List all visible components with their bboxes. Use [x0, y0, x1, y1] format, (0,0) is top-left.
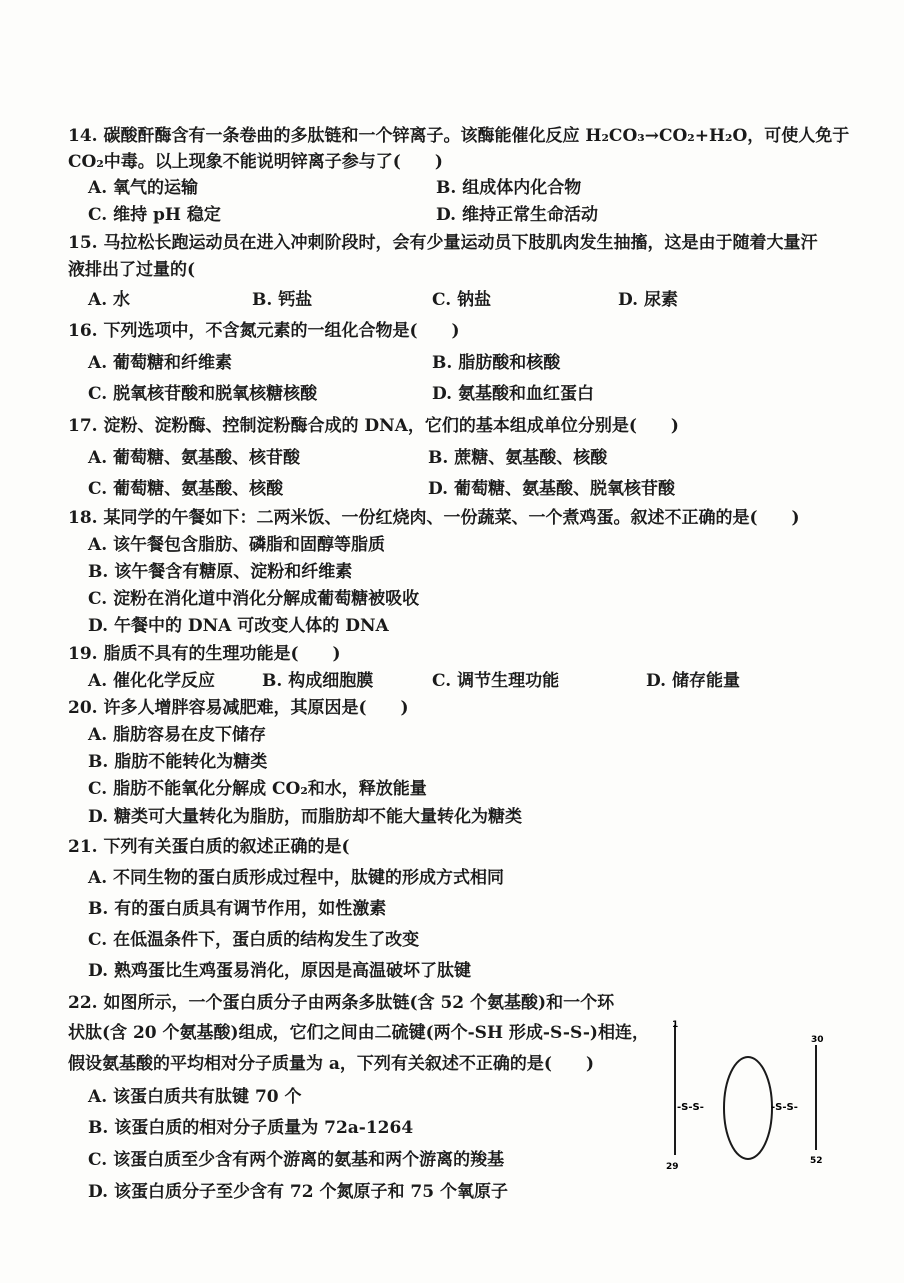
q22-option-c: C. 该蛋白质至少含有两个游离的氨基和两个游离的羧基	[88, 1150, 505, 1170]
q19-stem: 19. 脂质不具有的生理功能是( )	[68, 644, 341, 664]
q20-option-a: A. 脂肪容易在皮下储存	[88, 725, 267, 745]
q18-stem: 18. 某同学的午餐如下：二两米饭、一份红烧肉、一份蔬菜、一个煮鸡蛋。叙述不正确的是( )	[68, 508, 800, 528]
q20-option-b: B. 脂肪不能转化为糖类	[88, 752, 268, 772]
q17-option-c: C. 葡萄糖、氨基酸、核酸	[88, 479, 284, 499]
q21-option-d: D. 熟鸡蛋比生鸡蛋易消化，原因是高温破坏了肽键	[88, 961, 471, 981]
right-disulfide-bond: -S-S-	[771, 1102, 798, 1113]
q15-option-d: D. 尿素	[618, 290, 678, 310]
q19-option-c: C. 调节生理功能	[432, 671, 560, 691]
q14-stem-line2: CO₂中毒。以上现象不能说明锌离子参与了( )	[68, 152, 443, 172]
q17-option-b: B. 蔗糖、氨基酸、核酸	[428, 448, 608, 468]
q14-option-b: B. 组成体内化合物	[436, 178, 582, 198]
q20-stem: 20. 许多人增胖容易减肥难，其原因是( )	[68, 698, 409, 718]
q18-option-c: C. 淀粉在消化道中消化分解成葡萄糖被吸收	[88, 589, 420, 609]
q14-option-d: D. 维持正常生命活动	[436, 205, 598, 225]
q19-option-b: B. 构成细胞膜	[262, 671, 374, 691]
q15-stem-line1: 15. 马拉松长跑运动员在进入冲刺阶段时，会有少量运动员下肢肌肉发生抽搐，这是由于随着大量汗	[68, 233, 818, 253]
q22-stem-line1: 22. 如图所示，一个蛋白质分子由两条多肽链(含 52 个氨基酸)和一个环	[68, 993, 615, 1013]
q16-option-b: B. 脂肪酸和核酸	[432, 353, 561, 373]
q16-stem: 16. 下列选项中，不含氮元素的一组化合物是( )	[68, 321, 460, 341]
q17-option-d: D. 葡萄糖、氨基酸、脱氧核苷酸	[428, 479, 675, 499]
left-disulfide-bond: -S-S-	[677, 1102, 704, 1113]
q14-option-c: C. 维持 pH 稳定	[88, 205, 221, 225]
q21-option-a: A. 不同生物的蛋白质形成过程中，肽键的形成方式相同	[88, 868, 505, 888]
q16-option-d: D. 氨基酸和血红蛋白	[432, 384, 594, 404]
q15-option-b: B. 钙盐	[252, 290, 313, 310]
q22-option-b: B. 该蛋白质的相对分子质量为 72a-1264	[88, 1118, 414, 1138]
q22-stem-line2: 状肽(含 20 个氨基酸)组成，它们之间由二硫键(两个-SH 形成-S-S-)相连，	[68, 1023, 649, 1043]
q21-option-b: B. 有的蛋白质具有调节作用，如性激素	[88, 899, 387, 919]
q15-option-c: C. 钠盐	[432, 290, 492, 310]
q19-option-a: A. 催化化学反应	[88, 671, 216, 691]
q20-option-c: C. 脂肪不能氧化分解成 CO₂和水，释放能量	[88, 779, 427, 799]
cyclic-peptide-ring	[724, 1057, 772, 1159]
q16-option-c: C. 脱氧核苷酸和脱氧核糖核酸	[88, 384, 318, 404]
chain-label-bottom-right: 52	[810, 1156, 823, 1166]
q14-stem-line1: 14. 碳酸酐酶含有一条卷曲的多肽链和一个锌离子。该酶能催化反应 H₂CO₃→CO₂+H₂O，可使人免于	[68, 126, 850, 146]
q17-option-a: A. 葡萄糖、氨基酸、核苷酸	[88, 448, 301, 468]
chain-label-top-left: 1	[672, 1020, 679, 1030]
q15-option-a: A. 水	[88, 290, 131, 310]
q21-stem: 21. 下列有关蛋白质的叙述正确的是(	[68, 837, 350, 857]
q18-option-d: D. 午餐中的 DNA 可改变人体的 DNA	[88, 616, 389, 636]
q22-option-d: D. 该蛋白质分子至少含有 72 个氮原子和 75 个氧原子	[88, 1182, 508, 1202]
q20-option-d: D. 糖类可大量转化为脂肪，而脂肪却不能大量转化为糖类	[88, 807, 522, 827]
q16-option-a: A. 葡萄糖和纤维素	[88, 353, 233, 373]
chain-label-bottom-left: 29	[666, 1162, 679, 1172]
q19-option-d: D. 储存能量	[646, 671, 740, 691]
q18-option-b: B. 该午餐含有糖原、淀粉和纤维素	[88, 562, 353, 582]
q22-stem-line3: 假设氨基酸的平均相对分子质量为 a，下列有关叙述不正确的是( )	[68, 1054, 595, 1074]
q17-stem: 17. 淀粉、淀粉酶、控制淀粉酶合成的 DNA，它们的基本组成单位分别是( )	[68, 416, 679, 436]
q18-option-a: A. 该午餐包含脂肪、磷脂和固醇等脂质	[88, 535, 386, 555]
q14-option-a: A. 氧气的运输	[88, 178, 199, 198]
q15-stem-line2: 液排出了过量的(	[68, 260, 196, 280]
chain-label-top-right: 30	[811, 1035, 824, 1045]
protein-structure-diagram	[660, 1015, 830, 1175]
q22-option-a: A. 该蛋白质共有肽键 70 个	[88, 1087, 302, 1107]
q21-option-c: C. 在低温条件下，蛋白质的结构发生了改变	[88, 930, 420, 950]
